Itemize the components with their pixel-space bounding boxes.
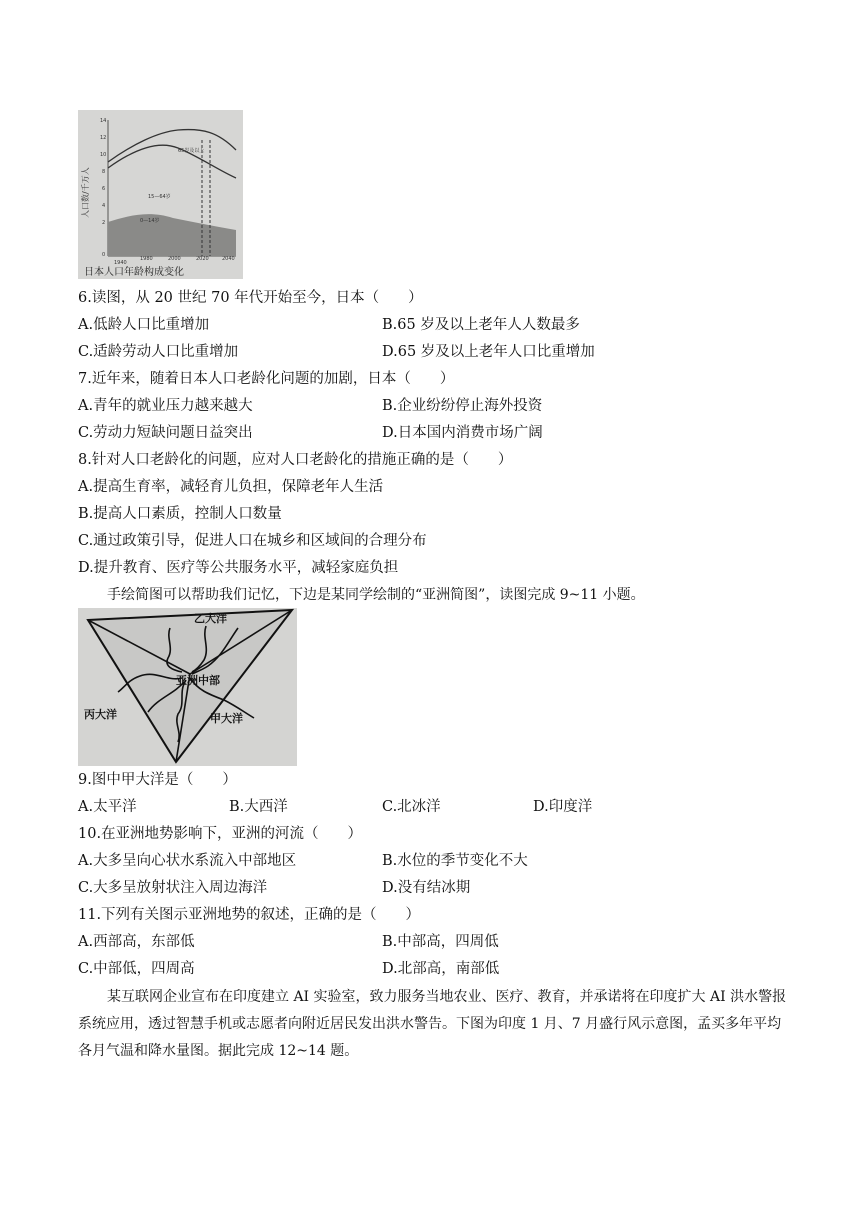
series-label-0-14: 0—14岁 [140,218,160,224]
question-8-option-d: D.提升教育、医疗等公共服务水平，减轻家庭负担 [78,560,399,576]
question-11-option-c: C.中部低，四周高 [78,961,195,977]
question-11-option-b: B.中部高，四周低 [382,934,499,950]
question-9-option-d: D.印度洋 [533,799,593,815]
question-9-option-c: C.北冰洋 [382,799,441,815]
question-8-stem: 8.针对人口老龄化的问题，应对人口老龄化的措施正确的是（ ） [78,452,513,468]
ytick: 14 [100,118,107,124]
question-9-option-b: B.大西洋 [229,799,288,815]
question-6-stem: 6.读图，从 20 世纪 70 年代开始至今，日本（ ） [78,290,423,306]
ytick: 10 [100,152,107,158]
question-6-option-a: A.低龄人口比重增加 [78,317,210,333]
series-label-65plus: 65岁及以上 [178,148,205,154]
intro-9-11: 手绘简图可以帮助我们记忆，下边是某同学绘制的“亚洲简图”，读图完成 9~11 小题。 [107,587,645,603]
series-label-15-64: 15—64岁 [148,194,171,200]
ytick: 8 [102,169,106,175]
xtick: 2020 [196,256,209,262]
chart-caption: 日本人口年龄构成变化 [84,267,184,278]
question-10-stem: 10.在亚洲地势影响下，亚洲的河流（ ） [78,826,363,842]
question-9-option-a: A.太平洋 [78,799,137,815]
question-10-option-d: D.没有结冰期 [382,880,471,896]
question-8-option-a: A.提高生育率，减轻育儿负担，保障老年人生活 [78,479,384,495]
question-8-option-b: B.提高人口素质，控制人口数量 [78,506,282,522]
label-bing-ocean: 丙大洋 [84,708,117,721]
japan-population-chart [78,110,243,279]
label-yi-ocean: 乙大洋 [194,612,227,625]
question-7-option-c: C.劳动力短缺问题日益突出 [78,425,253,441]
label-jia-ocean: 甲大洋 [210,712,243,725]
xtick: 1940 [114,260,127,266]
question-7-option-b: B.企业纷纷停止海外投资 [382,398,543,414]
label-central-asia: 亚洲中部 [176,674,220,687]
intro-12-14: 某互联网企业宣布在印度建立 AI 实验室，致力服务当地农业、医疗、教育，并承诺将在印度扩大 AI 洪水警报系统应用，透过智慧手机或志愿者向附近居民发出洪水警告。下图为印度 1 月、7 月盛行风示意图，孟买多年平均各月气温和降水量图。据此完成 12~14 题。 [78,989,787,1059]
ytick: 12 [100,135,107,141]
question-10-option-c: C.大多呈放射状注入周边海洋 [78,880,268,896]
ytick: 6 [102,186,106,192]
xtick: 2000 [168,256,181,262]
question-7-stem: 7.近年来，随着日本人口老龄化问题的加剧，日本（ ） [78,371,455,387]
question-6-option-b: B.65 岁及以上老年人人数最多 [382,317,580,333]
question-11-option-a: A.西部高，东部低 [78,934,195,950]
ytick: 4 [102,203,106,209]
question-7-option-a: A.青年的就业压力越来越大 [78,398,253,414]
asia-sketch-map [78,608,297,766]
question-6-option-d: D.65 岁及以上老年人口比重增加 [382,344,595,360]
question-10-option-b: B.水位的季节变化不大 [382,853,528,869]
ytick: 2 [102,220,106,226]
chart-ylabel: 人口数/千万人 [81,167,90,218]
question-6-option-c: C.适龄劳动人口比重增加 [78,344,239,360]
question-11-stem: 11.下列有关图示亚洲地势的叙述，正确的是（ ） [78,907,421,923]
xtick: 2040 [222,256,235,262]
question-11-option-d: D.北部高，南部低 [382,961,500,977]
ytick: 0 [102,252,106,258]
question-8-option-c: C.通过政策引导，促进人口在城乡和区域间的合理分布 [78,533,427,549]
question-9-stem: 9.图中甲大洋是（ ） [78,772,237,788]
question-7-option-d: D.日本国内消费市场广阔 [382,425,543,441]
xtick: 1980 [140,256,153,262]
question-10-option-a: A.大多呈向心状水系流入中部地区 [78,853,297,869]
